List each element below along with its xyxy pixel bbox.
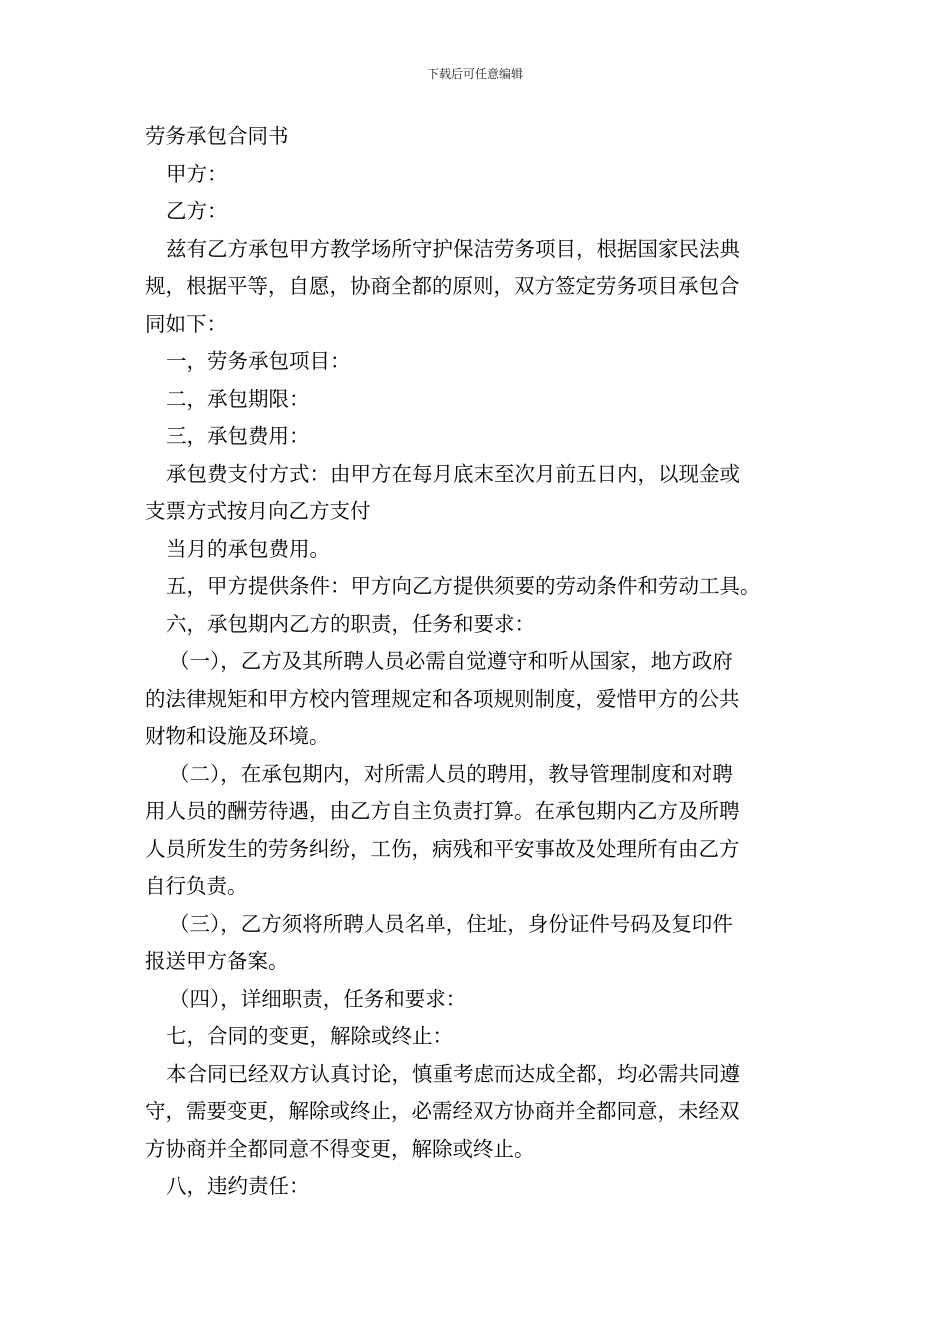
clause-heading: 八，违约责任： (166, 1174, 310, 1198)
sub-clause-line: （一），乙方及其所聘人员必需自觉遵守和听从国家，地方政府 (169, 649, 733, 673)
document-title: 劳务承包合同书 (145, 124, 289, 148)
clause-heading: 七，合同的变更，解除或终止： (166, 1024, 453, 1048)
paragraph-line: 用人员的酬劳待遇，由乙方自主负责打算。在承包期内乙方及所聘 (145, 799, 740, 823)
clause-heading: 一，劳务承包项目： (166, 349, 351, 373)
paragraph-line: 兹有乙方承包甲方教学场所守护保洁劳务项目，根据国家民法典 (166, 236, 740, 261)
clause-heading: 三，承包费用： (166, 424, 310, 448)
paragraph-line: 支票方式按月向乙方支付 (145, 499, 371, 523)
paragraph-line: 守，需要变更，解除或终止，必需经双方协商并全都同意，未经双 (145, 1099, 740, 1123)
paragraph-line: 报送甲方备案。 (145, 949, 289, 973)
clause-heading: 二，承包期限： (166, 386, 310, 411)
page-header-note: 下载后可任意编辑 (426, 67, 523, 81)
clause-heading: 五，甲方提供条件：甲方向乙方提供须要的劳动条件和劳动工具。 (166, 574, 761, 598)
party-a-line: 甲方： (166, 161, 228, 186)
sub-clause-line: （二），在承包期内，对所需人员的聘用，教导管理制度和对聘 (169, 761, 733, 786)
paragraph-line: 当月的承包费用。 (166, 536, 330, 561)
paragraph-line: 规，根据平等，自愿，协商全都的原则，双方签定劳务项目承包合 (145, 274, 740, 298)
clause-heading: 六，承包期内乙方的职责，任务和要求： (166, 611, 535, 636)
sub-clause-line: （三），乙方须将所聘人员名单，住址，身份证件号码及复印件 (169, 911, 733, 936)
paragraph-line: 同如下： (145, 311, 227, 336)
paragraph-line: 财物和设施及环境。 (145, 724, 330, 748)
paragraph-line: 自行负责。 (145, 874, 248, 898)
paragraph-line: 方协商并全都同意不得变更，解除或终止。 (145, 1136, 535, 1161)
paragraph-line: 承包费支付方式：由甲方在每月底末至次月前五日内，以现金或 (166, 461, 740, 486)
document-body (145, 118, 811, 1206)
paragraph-line: 本合同已经双方认真讨论，慎重考虑而达成全都，均必需共同遵 (166, 1061, 740, 1086)
sub-clause-line: （四），详细职责，任务和要求： (169, 986, 467, 1011)
party-b-line: 乙方： (166, 199, 228, 223)
paragraph-line: 人员所发生的劳务纠纷，工伤，病残和平安事故及处理所有由乙方 (145, 836, 740, 861)
paragraph-line: 的法律规矩和甲方校内管理规定和各项规则制度，爱惜甲方的公共 (145, 686, 740, 711)
